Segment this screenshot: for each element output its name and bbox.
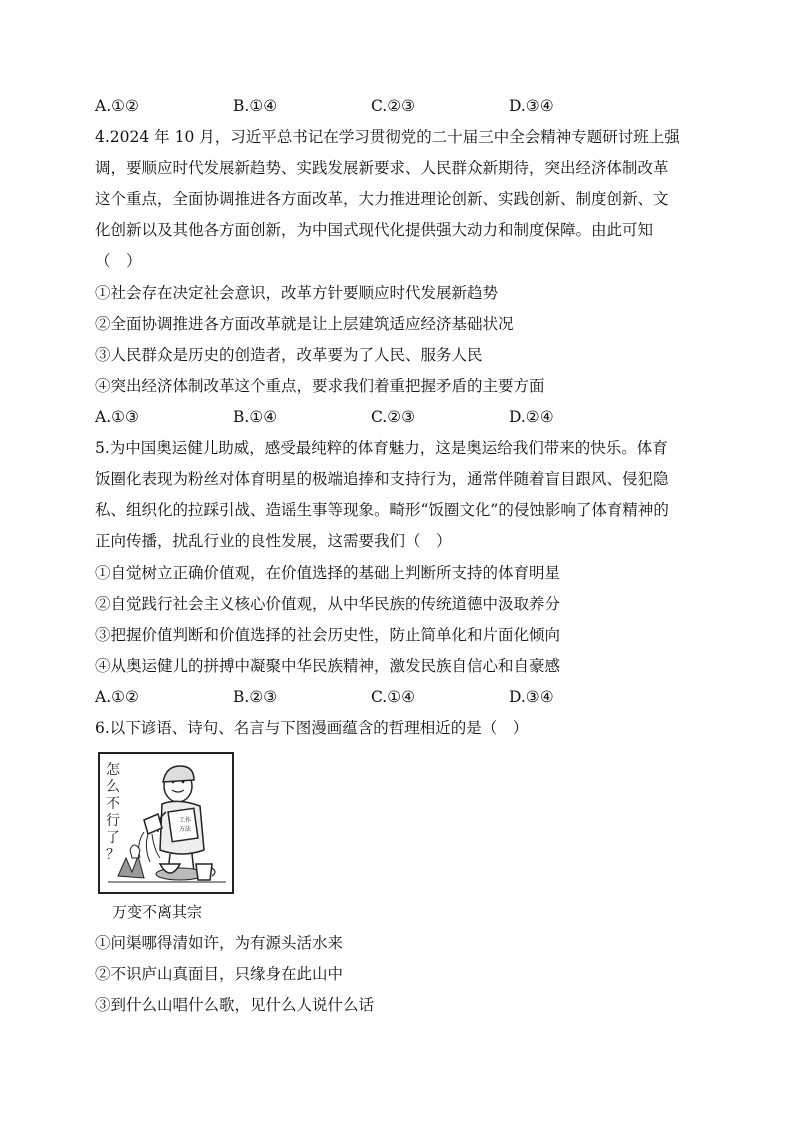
q4-option-d: D.②④ (509, 408, 554, 426)
q3-options (95, 95, 695, 117)
q5-option-a: A.①② (95, 688, 139, 706)
svg-text:了: 了 (106, 830, 120, 846)
q5-stem-line-3: 私、组织化的拉踩引战、造谣生事等现象。畸形“饭圈文化”的侵蚀影响了体育精神的 (95, 501, 669, 519)
q5-option-c: C.①④ (371, 688, 416, 706)
svg-text:么: 么 (106, 779, 120, 795)
q6-item-1: ①问渠哪得清如许，为有源头活水来 (95, 934, 344, 952)
q3-option-a: A.①② (95, 97, 139, 115)
q6-stem: 6.以下谚语、诗句、名言与下图漫画蕴含的哲理相近的是（ ） (95, 719, 529, 737)
svg-text:怎: 怎 (106, 762, 120, 778)
svg-text:？: ？ (106, 847, 120, 863)
q3-option-c: C.②③ (371, 97, 416, 115)
svg-text:法: 法 (185, 826, 192, 833)
q6-item-3: ③到什么山唱什么歌，见什么人说什么话 (95, 996, 375, 1014)
svg-text:方: 方 (179, 826, 186, 833)
svg-text:工: 工 (179, 817, 186, 824)
q4-option-b: B.①④ (233, 408, 278, 426)
comic-caption: 万变不离其宗 (112, 903, 203, 921)
q4-answer-blank: （ ） (95, 252, 142, 270)
q5-item-3: ③把握价值判断和价值选择的社会历史性，防止简单化和片面化倾向 (95, 626, 561, 644)
q4-stem-line-1: 4.2024 年 10 月，习近平总书记在学习贯彻党的二十届三中全会精神专题研讨班上强 (95, 128, 680, 146)
q5-stem-line-1: 5.为中国奥运健儿助威，感受最纯粹的体育魅力，这是奥运给我们带来的快乐。体育 (95, 439, 668, 457)
svg-text:作: 作 (185, 817, 192, 824)
q5-options (95, 686, 695, 708)
comic-illustration (98, 752, 234, 894)
q4-stem-line-3: 这个重点，全面协调推进各方面改革，大力推进理论创新、实践创新、制度创新、文 (95, 190, 669, 208)
q5-item-2: ②自觉践行社会主义核心价值观，从中华民族的传统道德中汲取养分 (95, 595, 561, 613)
q4-option-a: A.①③ (95, 408, 139, 426)
svg-text:行: 行 (106, 813, 120, 829)
q6-item-2: ②不识庐山真面目，只缘身在此山中 (95, 965, 344, 983)
q4-options (95, 406, 695, 428)
svg-text:不: 不 (106, 796, 120, 812)
q4-item-4: ④突出经济体制改革这个重点，要求我们着重把握矛盾的主要方面 (95, 377, 545, 395)
q5-stem-line-4: 正向传播，扰乱行业的良性发展，这需要我们（ ） (95, 532, 452, 550)
q5-option-b: B.②③ (233, 688, 278, 706)
q5-stem-line-2: 饭圈化表现为粉丝对体育明星的极端追捧和支持行为，通常伴随着盲目跟风、侵犯隐 (95, 470, 669, 488)
q4-option-c: C.②③ (371, 408, 416, 426)
q3-option-b: B.①④ (233, 97, 278, 115)
q4-item-3: ③人民群众是历史的创造者，改革要为了人民、服务人民 (95, 346, 483, 364)
q4-stem-line-2: 调，要顺应时代发展新趋势、实践发展新要求、人民群众新期待，突出经济体制改革 (95, 159, 669, 177)
q3-option-d: D.③④ (509, 97, 554, 115)
q5-item-1: ①自觉树立正确价值观，在价值选择的基础上判断所支持的体育明星 (95, 564, 561, 582)
comic-drawing (100, 754, 232, 892)
q4-stem-line-4: 化创新以及其他各方面创新，为中国式现代化提供强大动力和制度保障。由此可知 (95, 221, 654, 239)
q5-option-d: D.③④ (509, 688, 554, 706)
q5-item-4: ④从奥运健儿的拼搏中凝聚中华民族精神，激发民族自信心和自豪感 (95, 657, 561, 675)
comic-side-text (106, 762, 121, 863)
q4-item-2: ②全面协调推进各方面改革就是让上层建筑适应经济基础状况 (95, 315, 514, 333)
comic-book (168, 808, 198, 841)
q4-item-1: ①社会存在决定社会意识，改革方针要顺应时代发展新趋势 (95, 284, 499, 302)
